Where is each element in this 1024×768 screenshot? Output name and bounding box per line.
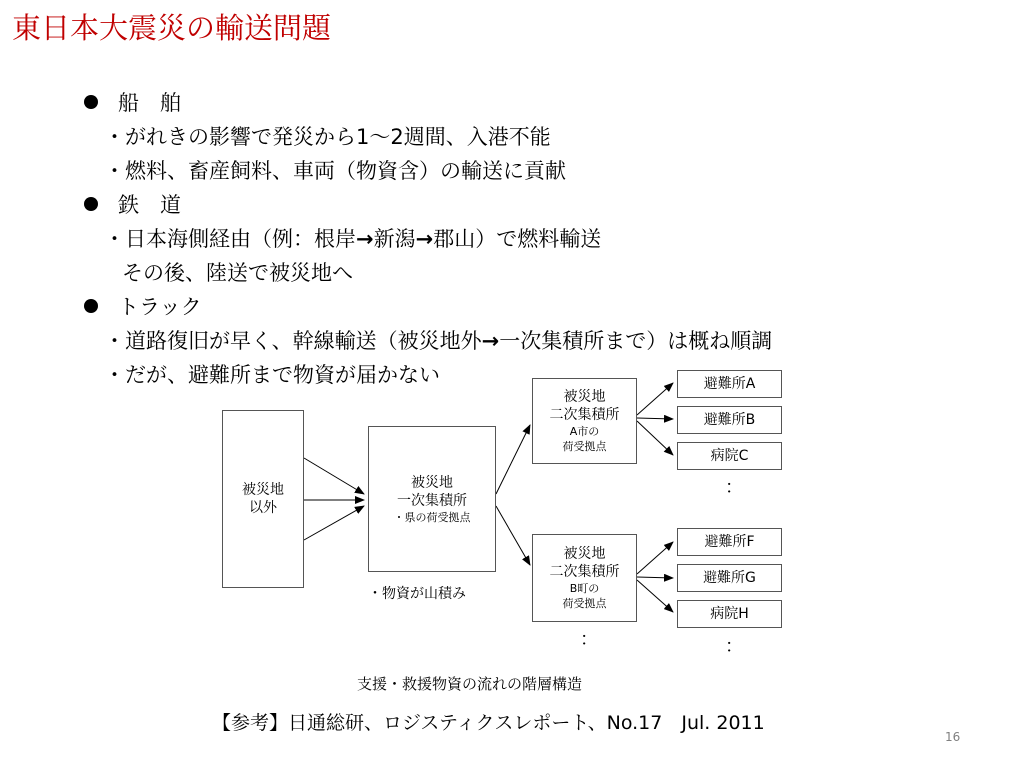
flow-arrow — [304, 458, 364, 494]
box-note: B町の — [569, 582, 600, 595]
shelter-f-box: 避難所F — [677, 528, 782, 556]
truck-line-1-prefix: ・道路復旧が早く、幹線輸送（被災地外 — [104, 329, 482, 353]
shelter-b-box: 避難所B — [677, 406, 782, 434]
rail-line-2: その後、陸送で被災地へ — [122, 261, 353, 285]
right-arrow-icon: → — [415, 227, 434, 251]
shelter-a-box: 避難所A — [677, 370, 782, 398]
truck-line-2: ・だが、避難所まで物資が届かない — [104, 363, 440, 387]
box-line: 被災地 — [563, 389, 606, 405]
primary-caption: ・物資が山積み — [368, 586, 466, 602]
more-ellipsis: ： — [580, 629, 598, 650]
ship-line-2: ・燃料、畜産飼料、車両（物資含）の輸送に貢献 — [104, 159, 566, 183]
primary-collection-box — [368, 426, 496, 572]
hospital-h-box: 病院H — [677, 600, 782, 628]
outside-disaster-area-box — [222, 410, 304, 588]
rail-route-suffix: 郡山）で燃料輸送 — [433, 227, 602, 251]
bullet-truck-heading: トラック — [118, 295, 202, 319]
box-note: ・県の荷受拠点 — [393, 510, 471, 524]
right-arrow-icon: → — [356, 227, 374, 251]
box-line: 以外 — [249, 500, 277, 516]
reference-note: 【参考】日通総研、ロジスティクスレポート、No.17 Jul. 2011 — [212, 712, 765, 734]
box-line: 被災地 — [563, 546, 606, 562]
bullet-truck — [84, 290, 1004, 324]
shelter-g-box: 避難所G — [677, 564, 782, 592]
bullet-ship-heading: 船 舶 — [118, 91, 181, 115]
rail-route-prefix: ・日本海側経由（例：根岸 — [104, 227, 356, 251]
flow-arrow — [637, 418, 673, 419]
flow-arrow — [304, 506, 364, 540]
flow-arrow — [637, 542, 673, 574]
box-line: 二次集積所 — [549, 564, 620, 580]
flow-arrow — [637, 421, 673, 455]
bullet-rail — [84, 188, 1004, 222]
box-line: 二次集積所 — [549, 407, 620, 423]
page-number: 16 — [945, 730, 961, 744]
bullet-dot-icon — [84, 299, 98, 313]
flow-arrow — [637, 577, 673, 578]
box-note: A市の — [569, 425, 600, 438]
truck-line-1-suffix: 一次集積所まで）は概ね順調 — [499, 329, 773, 353]
flow-arrow — [496, 425, 530, 494]
box-note: 荷受拠点 — [562, 597, 607, 610]
hospital-c-box: 病院C — [677, 442, 782, 470]
truck-line-1 — [84, 324, 1004, 358]
secondary-collection-b-box — [532, 534, 637, 622]
rail-line-1 — [84, 222, 1004, 256]
bullet-list — [84, 86, 1004, 392]
box-line: 一次集積所 — [397, 492, 467, 509]
right-arrow-icon: → — [481, 329, 500, 353]
flow-arrow — [496, 506, 530, 565]
bullet-rail-heading: 鉄 道 — [118, 193, 181, 217]
more-ellipsis: ： — [725, 636, 743, 657]
box-line: 被災地 — [242, 482, 284, 498]
bullet-dot-icon — [84, 95, 98, 109]
slide-title: 東日本大震災の輸送問題 — [12, 11, 332, 45]
diagram-caption: 支援・救援物資の流れの階層構造 — [357, 675, 583, 693]
flow-arrow — [637, 580, 673, 612]
bullet-dot-icon — [84, 197, 98, 211]
bullet-ship — [84, 86, 1004, 120]
more-ellipsis: ： — [725, 477, 743, 498]
box-note: 荷受拠点 — [562, 440, 607, 453]
ship-line-1: ・がれきの影響で発災から1～2週間、入港不能 — [104, 125, 551, 149]
box-line: 被災地 — [411, 474, 453, 491]
rail-route-mid: 新潟 — [373, 227, 416, 251]
